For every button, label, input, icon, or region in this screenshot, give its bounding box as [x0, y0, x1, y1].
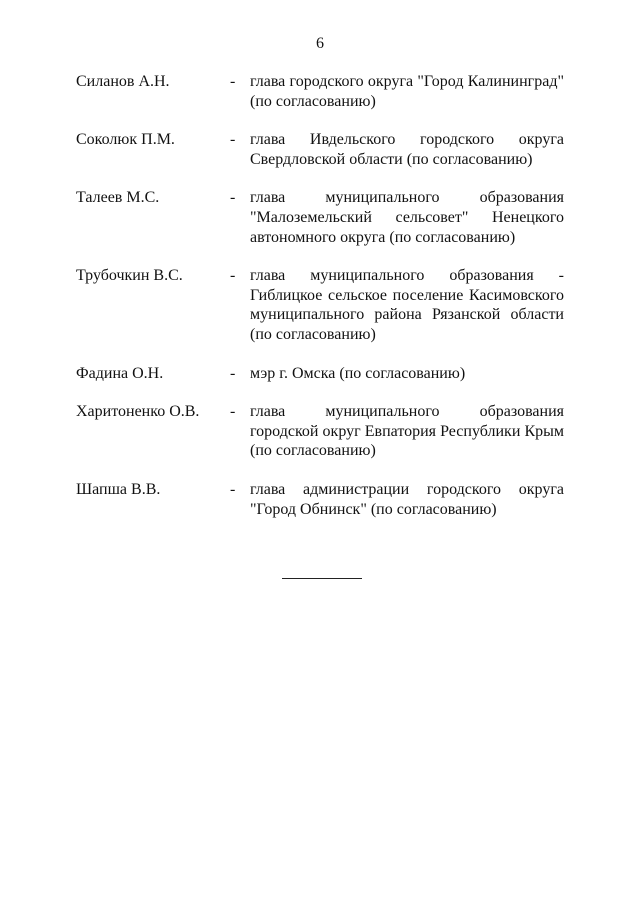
- member-name: Силанов А.Н.: [76, 73, 170, 90]
- member-role: глава муниципального образования городской округ Евпатория Республики Крым (по согласованию): [250, 403, 564, 460]
- member-name: Фадина О.Н.: [76, 364, 164, 382]
- member-row: [76, 402, 564, 461]
- member-role: глава администрации городского округа "Город Обнинск" (по согласованию): [250, 480, 564, 518]
- member-dash: -: [230, 267, 236, 285]
- member-dash: -: [230, 480, 236, 498]
- member-row: [76, 480, 564, 519]
- member-role: глава муниципального образования - Гиблицкое сельское поселение Касимовского муниципального района Рязанской области (по согласованию): [250, 267, 564, 343]
- members-list: [76, 72, 564, 519]
- member-dash: -: [230, 364, 236, 382]
- page-number: 6: [316, 35, 324, 52]
- member-row: [76, 364, 564, 384]
- member-name: Талеев М.С.: [76, 189, 160, 207]
- member-dash: -: [230, 189, 236, 207]
- member-dash: -: [230, 403, 236, 421]
- member-role: глава городского округа "Город Калининград" (по согласованию): [250, 73, 564, 110]
- member-dash: -: [230, 73, 236, 90]
- member-row: [76, 72, 564, 111]
- member-role: глава муниципального образования "Малоземельский сельсовет" Ненецкого автономного округа (по согласованию): [250, 189, 564, 246]
- closing-rule: [282, 578, 362, 579]
- member-name: Соколюк П.М.: [76, 131, 175, 149]
- member-role: глава Ивдельского городского округа Свердловской области (по согласованию): [250, 131, 564, 168]
- member-name: Трубочкин В.С.: [76, 267, 183, 285]
- member-name: Харитоненко О.В.: [76, 403, 200, 421]
- member-dash: -: [230, 131, 236, 149]
- member-row: [76, 266, 564, 344]
- member-row: [76, 130, 564, 169]
- member-name: Шапша В.В.: [76, 480, 161, 498]
- member-row: [76, 188, 564, 247]
- member-role: мэр г. Омска (по согласованию): [250, 364, 466, 382]
